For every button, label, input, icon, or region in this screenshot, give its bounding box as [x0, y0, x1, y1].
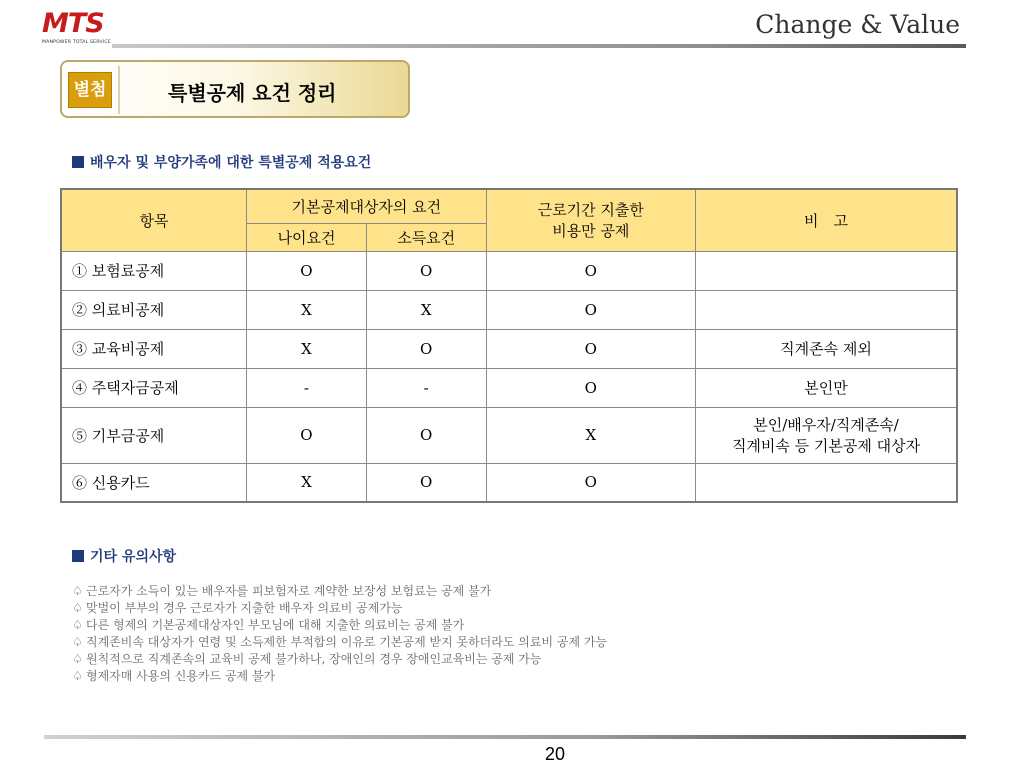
cell-income: X: [366, 290, 486, 329]
cell-income: -: [366, 368, 486, 407]
cell-item: ⑤ 기부금공제: [61, 407, 247, 463]
cell-note-line2: 직계비속 등 기본공제 대상자: [731, 437, 921, 455]
header-basic-requirement: 기본공제대상자의 요건: [247, 189, 486, 223]
page-number: 20: [544, 744, 566, 764]
cell-note: 본인만: [696, 368, 957, 407]
note-text: 원칙적으로 직계존속의 교육비 공제 불가하나, 장애인의 경우 장애인교육비는 공제 가능: [86, 652, 542, 666]
logo-text: MTS: [42, 8, 104, 39]
list-item: [72, 634, 607, 651]
cell-item: ① 보험료공제: [61, 251, 247, 290]
list-item: [72, 651, 607, 668]
cell-note: [696, 463, 957, 502]
diamond-hat-icon: ♤: [72, 652, 83, 666]
header-divider: [112, 44, 966, 48]
cell-age: O: [247, 251, 367, 290]
cell-age: X: [247, 463, 367, 502]
page-title: 특별공제 요건 정리: [168, 81, 337, 105]
table-row: [61, 407, 957, 463]
footer-divider: [44, 735, 966, 739]
cell-item: ④ 주택자금공제: [61, 368, 247, 407]
header-work-period: [486, 189, 696, 251]
table-row: [61, 368, 957, 407]
diamond-hat-icon: ♤: [72, 601, 83, 615]
diamond-hat-icon: ♤: [72, 584, 83, 598]
cell-income: O: [366, 407, 486, 463]
list-item: [72, 617, 607, 634]
table-row: [61, 251, 957, 290]
table-row: [61, 463, 957, 502]
square-bullet-icon: [72, 550, 84, 562]
cell-income: O: [366, 463, 486, 502]
list-item: [72, 668, 607, 685]
deduction-requirements-table: [60, 188, 958, 503]
header-note: 비 고: [696, 189, 957, 251]
cell-age: X: [247, 329, 367, 368]
cell-income: O: [366, 329, 486, 368]
cell-note-line1: 본인/배우자/직계존속/: [753, 416, 899, 434]
cell-age: -: [247, 368, 367, 407]
cell-item: ⑥ 신용카드: [61, 463, 247, 502]
section-heading-notes: [72, 546, 176, 566]
note-text: 직계존비속 대상자가 연령 및 소득제한 부적합의 이유로 기본공제 받지 못하더라도 의료비 공제 가능: [86, 635, 608, 649]
header-slogan: Change & Value: [755, 10, 960, 39]
note-text: 형제자매 사용의 신용카드 공제 불가: [86, 669, 276, 683]
cell-period: X: [486, 407, 696, 463]
header-income: 소득요건: [366, 223, 486, 251]
table-row: [61, 329, 957, 368]
cell-period: O: [486, 329, 696, 368]
notes-list: [72, 583, 607, 685]
header-age: 나이요건: [247, 223, 367, 251]
cell-period: O: [486, 368, 696, 407]
cell-period: O: [486, 463, 696, 502]
cell-period: O: [486, 251, 696, 290]
note-text: 맞벌이 부부의 경우 근로자가 지출한 배우자 의료비 공제가능: [86, 601, 403, 615]
appendix-tag: 별첨: [68, 72, 112, 108]
cell-age: O: [247, 407, 367, 463]
mts-logo: [42, 10, 118, 48]
note-text: 근로자가 소득이 있는 배우자를 피보험자로 계약한 보장성 보험료는 공제 불가: [86, 584, 492, 598]
note-text: 다른 형제의 기본공제대상자인 부모님에 대해 지출한 의료비는 공제 불가: [86, 618, 465, 632]
square-bullet-icon: [72, 156, 84, 168]
section-heading-requirements: [72, 152, 371, 172]
diamond-hat-icon: ♤: [72, 635, 83, 649]
diamond-hat-icon: ♤: [72, 669, 83, 683]
cell-note: [696, 251, 957, 290]
header-work-period-line1: 근로기간 지출한: [537, 201, 644, 220]
cell-note: [696, 290, 957, 329]
header-work-period-line2: 비용만 공제: [552, 222, 630, 241]
section-heading-text: 배우자 및 부양가족에 대한 특별공제 적용요건: [90, 155, 372, 171]
list-item: [72, 600, 607, 617]
table-row: [61, 290, 957, 329]
section-heading-text: 기타 유의사항: [90, 549, 177, 565]
diamond-hat-icon: ♤: [72, 618, 83, 632]
page-title-box: [60, 60, 410, 118]
logo-subtitle: MANPOWER TOTAL SERVICE: [42, 40, 111, 45]
cell-note: 직계존속 제외: [696, 329, 957, 368]
cell-period: O: [486, 290, 696, 329]
cell-item: ② 의료비공제: [61, 290, 247, 329]
list-item: [72, 583, 607, 600]
cell-note: [696, 407, 957, 463]
cell-age: X: [247, 290, 367, 329]
title-divider: [118, 66, 120, 114]
cell-income: O: [366, 251, 486, 290]
cell-item: ③ 교육비공제: [61, 329, 247, 368]
header-item: 항목: [61, 189, 247, 251]
